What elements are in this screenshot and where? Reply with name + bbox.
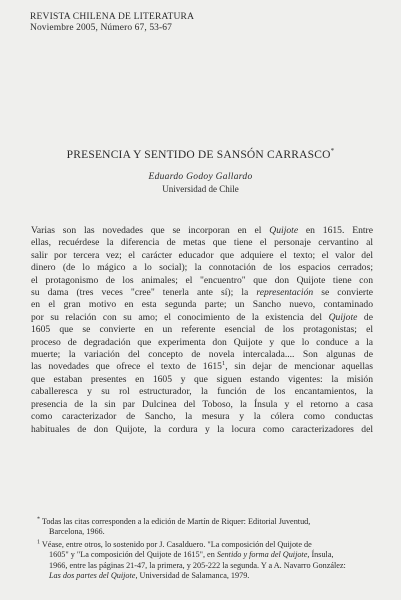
title-footnote-marker: * xyxy=(330,147,335,156)
article-title xyxy=(0,149,401,161)
body-line: como caracterizador de Sancho, la mesura y la cólera como conductas xyxy=(31,411,373,423)
body-line xyxy=(31,361,373,373)
body-line-text: se convierte xyxy=(313,287,373,299)
body-line xyxy=(31,287,373,299)
body-line-text: de xyxy=(357,311,373,323)
body-line: caballeresca y su rol estructurador, la función de los encantamientos, la xyxy=(31,386,373,398)
body-line: en el gran motivo en esta segunda parte; un Sancho nuevo, contaminado xyxy=(31,299,373,311)
footnote-line xyxy=(31,540,373,550)
footnote-text: Véase, entre otros, lo sostenido por J. Casalduero. "La composición del Quijote de xyxy=(40,539,312,549)
body-line-text: las novedades que ofrece el texto de 1615 xyxy=(31,361,222,373)
footnote-marker: * xyxy=(37,516,40,523)
body-line-text: por su relación con su amo; el conocimiento de la existencia del xyxy=(31,311,329,323)
body-line: que estaban presentes en 1605 y que siguen estando vigentes: la misión xyxy=(31,373,373,385)
journal-header xyxy=(30,12,194,34)
footnote-line xyxy=(31,550,373,560)
body-line-text: su dama (tres veces "cree" tenerla ante sí); la xyxy=(31,287,257,299)
footnote-line xyxy=(31,517,373,527)
body-line-text: Varias son las novedades que se incorporan en el xyxy=(31,225,270,236)
body-line: ellas, recuérdese la diferencia de metas que tiene el personaje cervantino al xyxy=(31,237,373,249)
footnote-emphasis: Las dos partes del Quijote xyxy=(49,571,136,581)
body-text xyxy=(31,225,373,436)
footnotes xyxy=(31,517,373,581)
footnote-line: Barcelona, 1966. xyxy=(49,527,105,537)
journal-name: REVISTA CHILENA DE LITERATURA xyxy=(30,12,195,22)
body-line xyxy=(31,225,373,237)
body-line: proceso de degradación que experimenta don Quijote y que lo conduce a la xyxy=(31,336,373,348)
body-line: dinero (de lo mágico a lo social); la connotación de los espacios cerrados; xyxy=(31,262,373,274)
footnote-star xyxy=(31,517,373,538)
footnote-text: Todas las citas corresponden a la edición de Martín de Riquer: Editorial Juventud, xyxy=(40,517,311,526)
footnote-text: , Ínsula, xyxy=(307,550,334,560)
footnote-line xyxy=(31,571,373,581)
body-line-text: en 1615. Entre xyxy=(298,225,373,236)
footnote-ref-1[interactable]: 1 xyxy=(221,360,226,368)
body-line: presencia de la sin par Dulcinea del Toboso, la Ínsula y el retorno a casa xyxy=(31,398,373,410)
body-line: muerte; la variación del concepto de novela intercalada.... Son algunas de xyxy=(31,349,373,361)
footnote-line: 1966, entre las páginas 21-47, la primera, y 205-222 la segunda. Y a A. Navarro González: xyxy=(49,560,346,570)
body-emphasis: representación xyxy=(256,287,314,299)
body-emphasis: Quijote xyxy=(328,311,358,323)
body-line: 1605 que se convierte en un referente esencial de los protagonistas; el xyxy=(31,324,373,336)
body-emphasis: Quijote xyxy=(269,225,299,236)
body-line: salir por tercera vez; el carácter educador que adquiere el texto; el valor del xyxy=(31,249,373,261)
footnote-emphasis: Sentido y forma del Quijote xyxy=(216,550,308,560)
journal-issue: Noviembre 2005, Número 67, 53-67 xyxy=(30,23,172,33)
article-title-text: PRESENCIA Y SENTIDO DE SANSÓN CARRASCO xyxy=(66,149,331,161)
footnote-1 xyxy=(31,540,373,582)
body-line-text: , sin dejar de mencionar aquellas xyxy=(225,361,373,373)
author-affiliation: Universidad de Chile xyxy=(162,184,239,194)
footnote-marker: 1 xyxy=(37,539,40,546)
body-line: habituales de don Quijote, la cordura y la locura como caracterizadores del xyxy=(31,423,373,435)
footnote-text: , Universidad de Salamanca, 1979. xyxy=(135,571,250,581)
body-line: el protagonismo de los animales; el "encuentro" que don Quijote tiene con xyxy=(31,274,373,286)
body-line xyxy=(31,312,373,324)
footnote-text: 1605" y "La composición del Quijote de 1615", en xyxy=(49,550,217,560)
author-name: Eduardo Godoy Gallardo xyxy=(148,172,253,182)
